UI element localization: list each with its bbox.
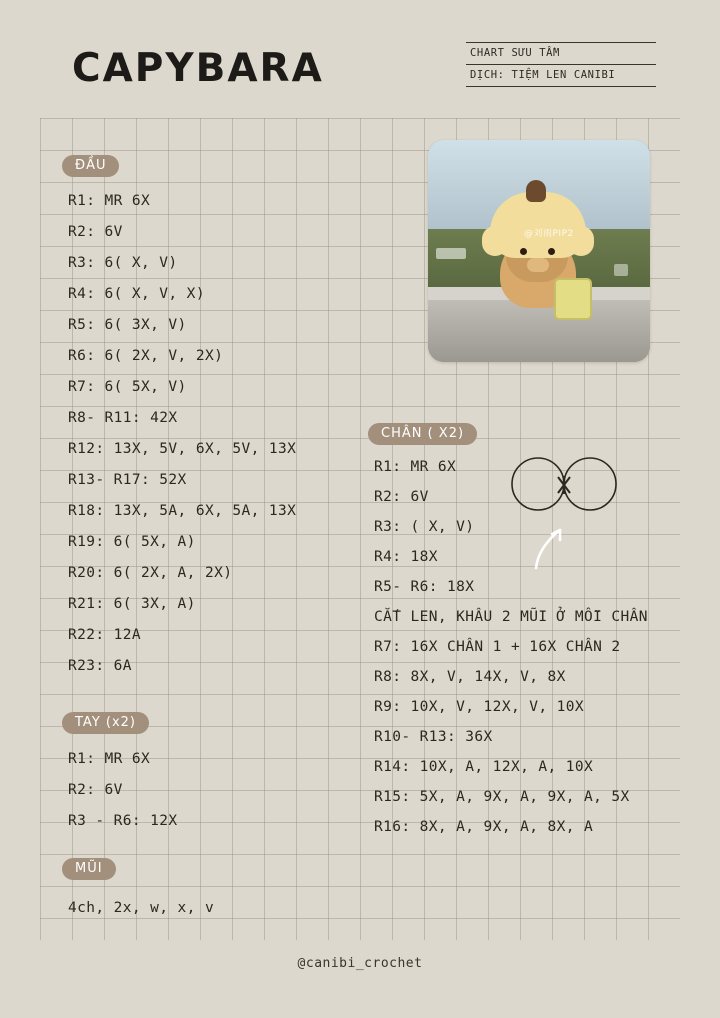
row-line: R4: 18X xyxy=(374,549,438,565)
photo-ui-chip-secondary xyxy=(614,264,628,276)
doll-eye-right xyxy=(548,248,555,255)
row-line: R16: 8X, A, 9X, A, 8X, A xyxy=(374,819,594,835)
row-line: R6: 6( 2X, V, 2X) xyxy=(68,348,224,364)
row-line: R12: 13X, 5V, 6X, 5V, 13X xyxy=(68,441,297,457)
row-line: CẮT LEN, KHÂU 2 MŨI Ở MỖI CHÂN xyxy=(374,609,648,625)
section-tag-head: ĐẦU xyxy=(62,155,119,177)
footer-handle: @canibi_crochet xyxy=(297,956,423,971)
section-tag-arm: TAY (x2) xyxy=(62,712,149,734)
row-line: R7: 16X CHÂN 1 + 16X CHÂN 2 xyxy=(374,639,621,655)
row-line: R3: ( X, V) xyxy=(374,519,475,535)
doll-bag xyxy=(554,278,592,320)
credit-line-translator: DỊCH: TIỆM LEN CANIBI xyxy=(466,64,656,87)
doll-snout xyxy=(527,258,549,272)
doll-ear-left xyxy=(482,226,508,256)
row-line: R9: 10X, V, 12X, V, 10X xyxy=(374,699,584,715)
curved-arrow-icon xyxy=(530,524,570,570)
section-tag-nose: MŨI xyxy=(62,858,116,880)
row-line: R15: 5X, A, 9X, A, 9X, A, 5X xyxy=(374,789,630,805)
row-line: R3 - R6: 12X xyxy=(68,813,178,829)
photo-ui-chip xyxy=(436,248,466,259)
row-line: R1: MR 6X xyxy=(68,193,151,209)
row-line: R5- R6: 18X xyxy=(374,579,475,595)
photo-doll xyxy=(482,182,594,320)
credit-box xyxy=(466,42,656,87)
credit-line-source: CHART SƯU TẦM xyxy=(466,42,656,64)
section-arm-rows xyxy=(68,744,368,837)
row-line: R14: 10X, A, 12X, A, 10X xyxy=(374,759,594,775)
row-line: R2: 6V xyxy=(374,489,429,505)
row-line: R19: 6( 5X, A) xyxy=(68,534,196,550)
row-line: R1: MR 6X xyxy=(68,751,151,767)
row-line: R1: MR 6X xyxy=(374,459,457,475)
section-nose-rows xyxy=(68,893,368,924)
capybara-photo xyxy=(428,140,650,362)
two-joined-circles-diagram xyxy=(506,456,626,512)
doll-hat xyxy=(526,180,546,202)
row-line: R23: 6A xyxy=(68,658,132,674)
row-line: R13- R17: 52X xyxy=(68,472,187,488)
row-line: R8: 8X, V, 14X, V, 8X xyxy=(374,669,566,685)
row-line: R4: 6( X, V, X) xyxy=(68,286,205,302)
section-head-rows xyxy=(68,186,398,682)
row-line: R20: 6( 2X, A, 2X) xyxy=(68,565,233,581)
row-line: R18: 13X, 5A, 6X, 5A, 13X xyxy=(68,503,297,519)
row-line: R2: 6V xyxy=(68,224,123,240)
row-line: R5: 6( 3X, V) xyxy=(68,317,187,333)
page-title: CAPYBARA xyxy=(72,46,324,91)
row-line: R21: 6( 3X, A) xyxy=(68,596,196,612)
row-line: R7: 6( 5X, V) xyxy=(68,379,187,395)
row-line: R10- R13: 36X xyxy=(374,729,493,745)
section-tag-leg: CHÂN ( X2) xyxy=(368,423,477,445)
row-line: R22: 12A xyxy=(68,627,142,643)
row-line: R3: 6( X, V) xyxy=(68,255,178,271)
row-line: R8- R11: 42X xyxy=(68,410,178,426)
photo-watermark: @刘雨PIP2 xyxy=(524,229,574,239)
doll-eye-left xyxy=(520,248,527,255)
row-line: R2: 6V xyxy=(68,782,123,798)
row-line: 4ch, 2x, w, x, v xyxy=(68,900,215,916)
